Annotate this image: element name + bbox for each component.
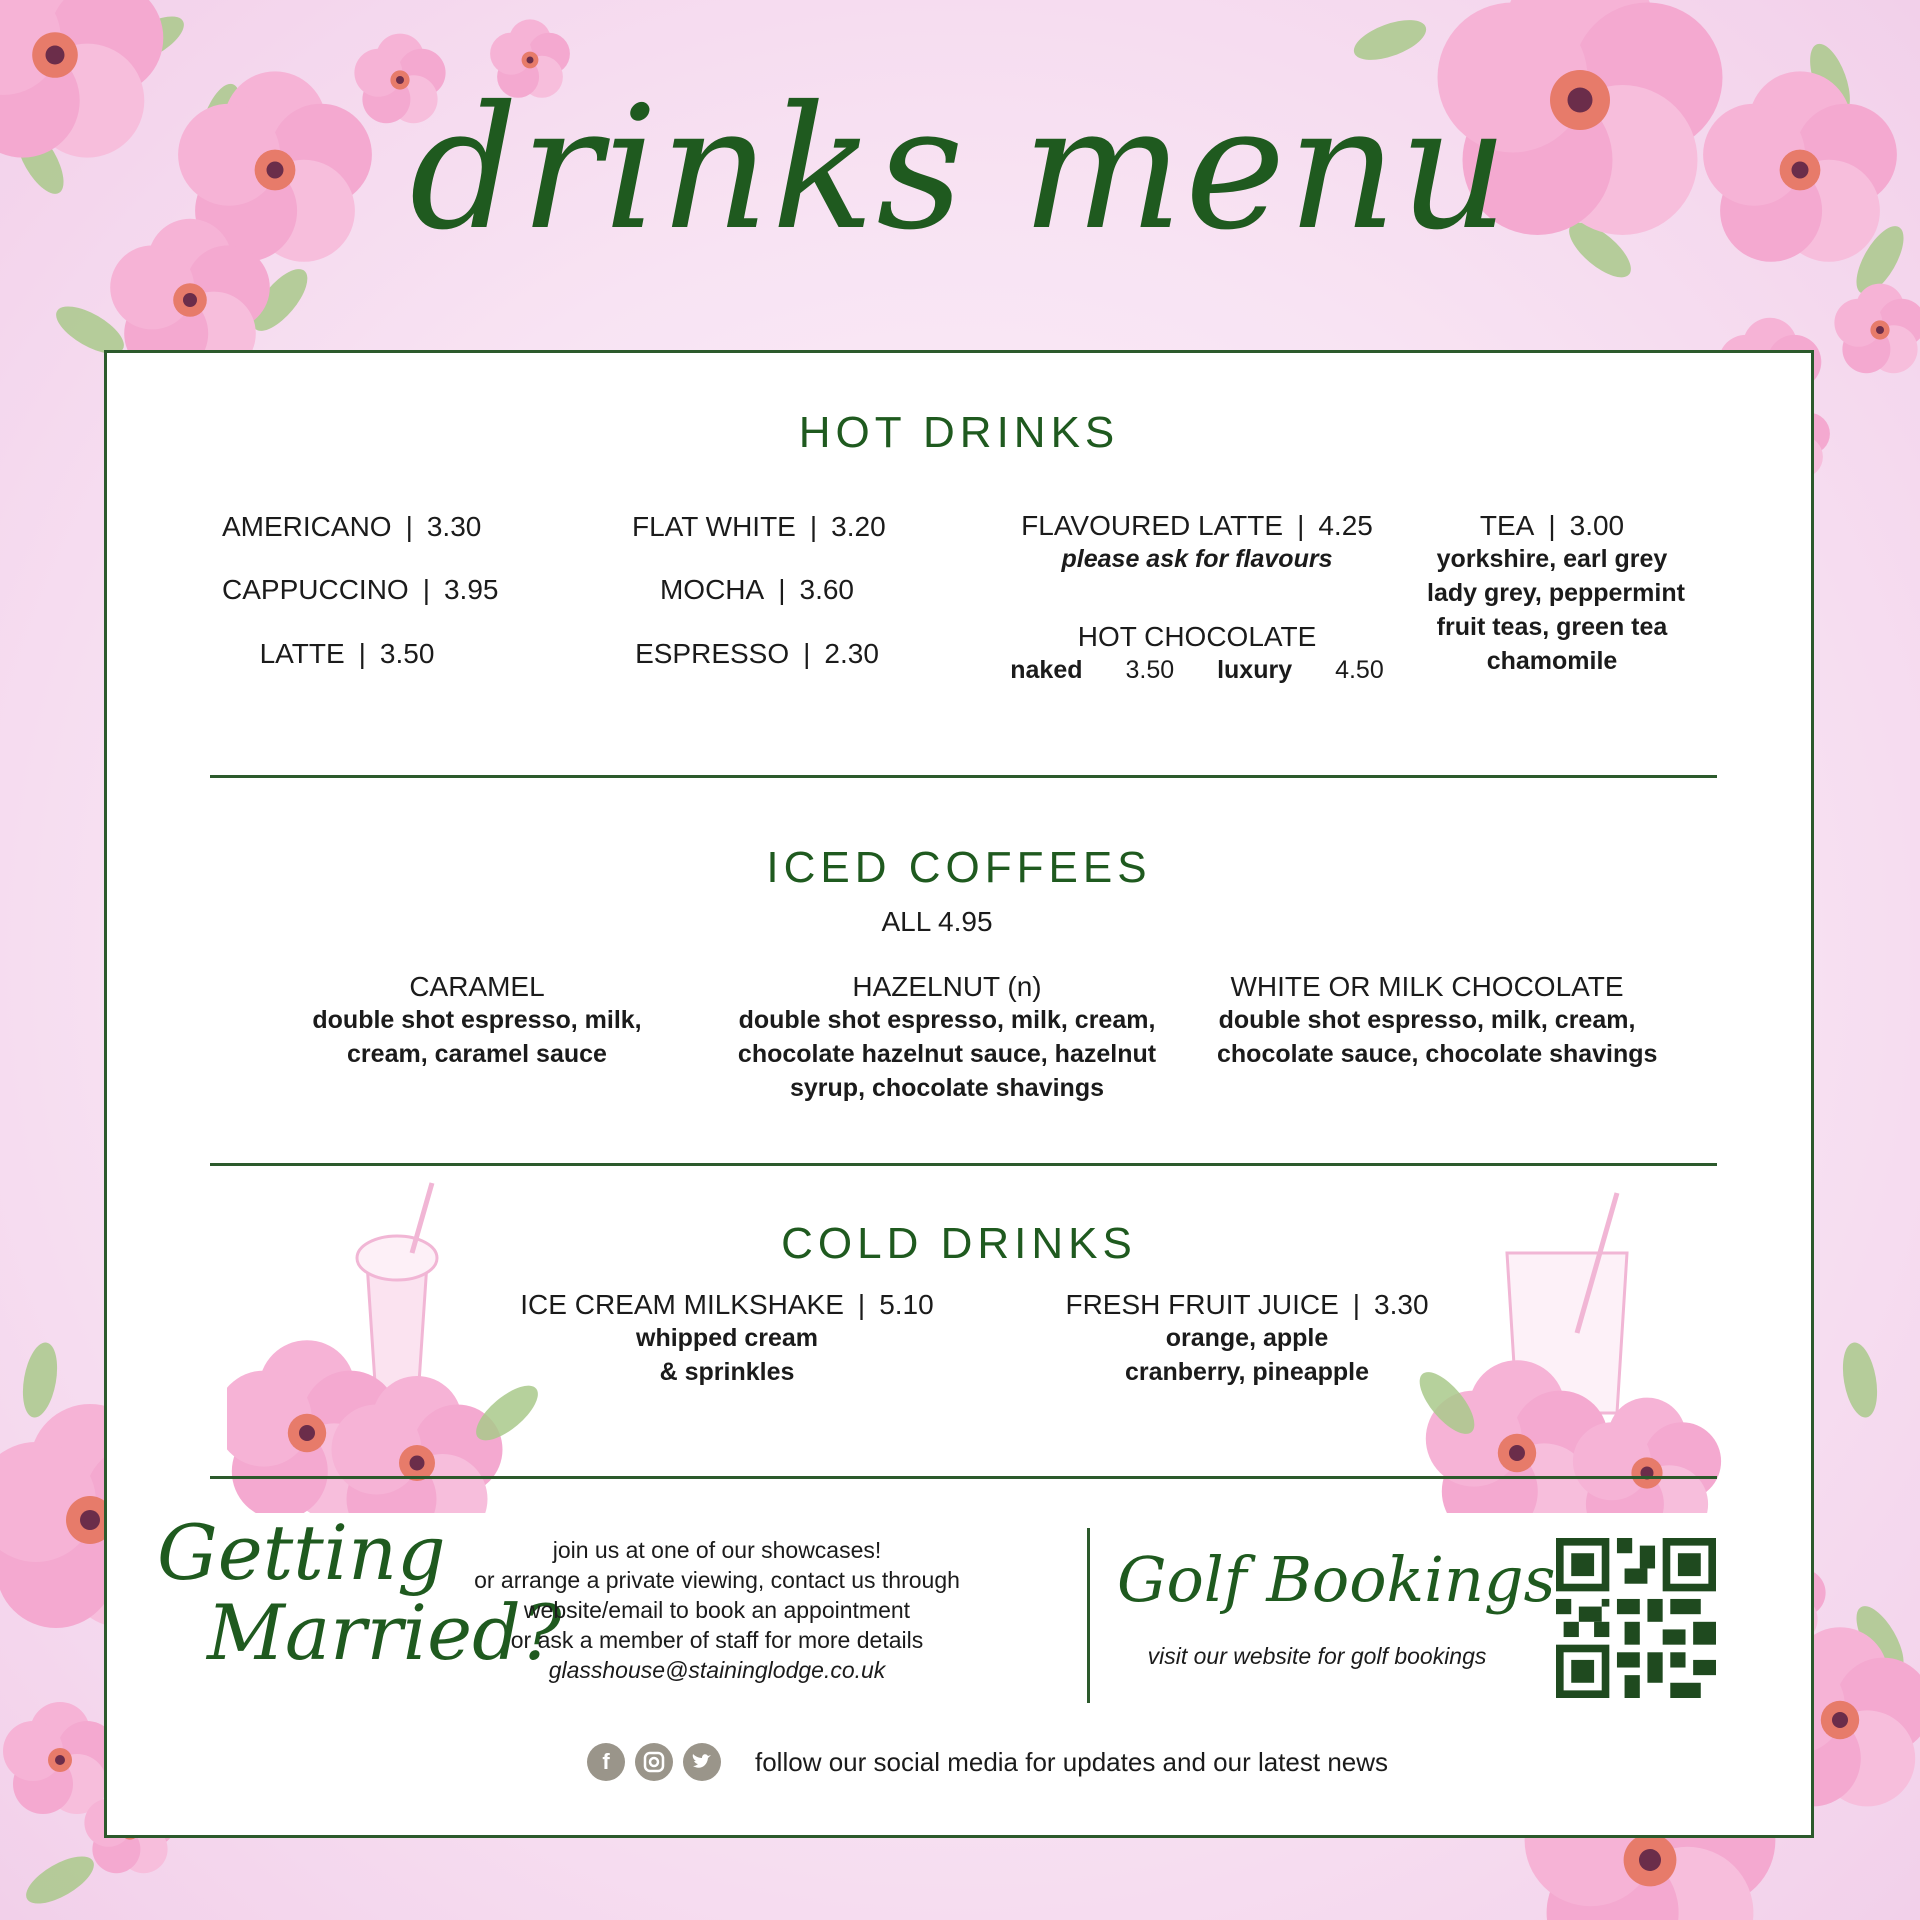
cold-item-milkshake: ICE CREAM MILKSHAKE | 5.10 whipped cream & sprinkles	[520, 1289, 934, 1386]
iced-subtitle: ALL 4.95	[881, 906, 993, 937]
iced-item-chocolate: WHITE OR MILK CHOCOLATE double shot espresso, milk, cream, chocolate sauce, chocolate shavings	[1217, 971, 1658, 1068]
cold-drinks-title: COLD DRINKS	[781, 1219, 1137, 1268]
golf-note: visit our website for golf bookings	[1147, 1643, 1487, 1669]
hot-drinks-title: HOT DRINKS	[798, 408, 1120, 457]
hot-chocolate: HOT CHOCOLATE naked 3.50 luxury 4.50	[1010, 621, 1384, 684]
milkshake-illustration	[227, 1173, 557, 1513]
juice-illustration	[1407, 1173, 1737, 1513]
golf-bookings-heading: Golf Bookings	[1117, 1543, 1556, 1616]
iced-item-caramel: CARAMEL double shot espresso, milk, cream, caramel sauce	[312, 971, 642, 1068]
menu-item: CAPPUCCINO | 3.95	[222, 574, 499, 605]
getting-married-heading: Getting Married?	[157, 1508, 562, 1677]
tea: TEA | 3.00 yorkshire, earl grey lady grey, peppermint fruit teas, green tea chamomile	[1427, 510, 1685, 675]
menu-item: ESPRESSO | 2.30	[635, 638, 879, 669]
iced-item-hazelnut: HAZELNUT (n) double shot espresso, milk, cream, chocolate hazelnut sauce, hazelnut syrup, chocolate shavings	[737, 971, 1157, 1102]
menu-title: drinks menu	[409, 70, 1511, 268]
menu-card	[104, 350, 1814, 1838]
menu-item: LATTE | 3.50	[259, 638, 435, 669]
footer-divider	[1087, 1528, 1090, 1703]
divider	[210, 1476, 1717, 1479]
menu-item: AMERICANO | 3.30	[222, 511, 482, 542]
divider	[210, 775, 1717, 778]
divider	[210, 1163, 1717, 1166]
cold-item-juice: FRESH FRUIT JUICE | 3.30 orange, apple cranberry, pineapple	[1065, 1289, 1429, 1386]
iced-coffees-title: ICED COFFEES	[766, 843, 1152, 892]
flavoured-latte: FLAVOURED LATTE | 4.25 please ask for flavours	[1021, 510, 1373, 573]
twitter-icon[interactable]	[683, 1743, 721, 1781]
qr-code[interactable]	[1556, 1538, 1716, 1698]
social-bar	[587, 1743, 1388, 1781]
instagram-icon[interactable]	[635, 1743, 673, 1781]
menu-item: FLAT WHITE | 3.20	[632, 511, 886, 542]
wedding-email[interactable]: glasshouse@staininglodge.co.uk	[548, 1657, 886, 1683]
menu-item: MOCHA | 3.60	[659, 574, 854, 605]
facebook-icon[interactable]: f	[587, 1743, 625, 1781]
social-text: follow our social media for updates and our latest news	[755, 1746, 1389, 1777]
wedding-info: join us at one of our showcases! or arrange a private viewing, contact us through website/email to book an appointment or ask a member of staff for more details glasshouse@staininglodge.co.uk	[437, 1535, 997, 1685]
